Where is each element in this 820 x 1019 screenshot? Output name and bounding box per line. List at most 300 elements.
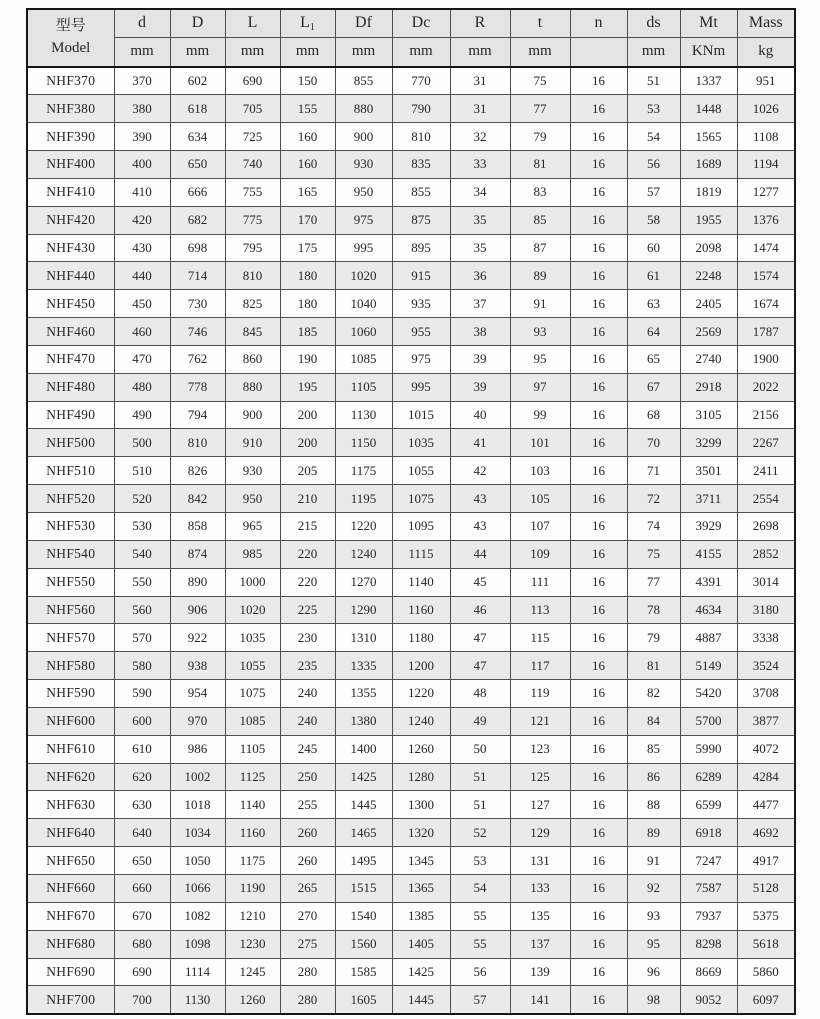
value-cell: 5618	[737, 930, 795, 958]
value-cell: 1560	[335, 930, 392, 958]
value-cell: 1335	[335, 652, 392, 680]
value-cell: 16	[570, 763, 627, 791]
value-cell: 3299	[680, 429, 737, 457]
value-cell: 3524	[737, 652, 795, 680]
value-cell: 97	[510, 373, 570, 401]
value-cell: 955	[392, 318, 450, 346]
value-cell: 131	[510, 847, 570, 875]
unit-cell-dc: mm	[392, 37, 450, 67]
table-row-nhf450	[27, 290, 795, 318]
value-cell: 930	[225, 457, 280, 485]
model-cell: NHF420	[27, 206, 114, 234]
value-cell: 16	[570, 318, 627, 346]
value-cell: 37	[450, 290, 510, 318]
value-cell: 714	[170, 262, 225, 290]
model-cell: NHF560	[27, 596, 114, 624]
value-cell: 1240	[335, 540, 392, 568]
value-cell: 1130	[335, 401, 392, 429]
value-cell: 1026	[737, 95, 795, 123]
value-cell: 510	[114, 457, 170, 485]
value-cell: 16	[570, 513, 627, 541]
value-cell: 1300	[392, 791, 450, 819]
value-cell: 139	[510, 958, 570, 986]
value-cell: 1955	[680, 206, 737, 234]
table-row-nhf440	[27, 262, 795, 290]
table-row-nhf490	[27, 401, 795, 429]
value-cell: 400	[114, 151, 170, 179]
value-cell: 1190	[225, 874, 280, 902]
value-cell: 1385	[392, 902, 450, 930]
value-cell: 16	[570, 401, 627, 429]
value-cell: 1474	[737, 234, 795, 262]
value-cell: 705	[225, 95, 280, 123]
value-cell: 70	[627, 429, 680, 457]
value-cell: 580	[114, 652, 170, 680]
value-cell: 1376	[737, 206, 795, 234]
value-cell: 2740	[680, 345, 737, 373]
value-cell: 16	[570, 178, 627, 206]
value-cell: 1130	[170, 986, 225, 1014]
value-cell: 950	[225, 485, 280, 513]
value-cell: 89	[627, 819, 680, 847]
value-cell: 1082	[170, 902, 225, 930]
table-row-nhf620	[27, 763, 795, 791]
value-cell: 5860	[737, 958, 795, 986]
value-cell: 117	[510, 652, 570, 680]
value-cell: 794	[170, 401, 225, 429]
value-cell: 16	[570, 680, 627, 708]
value-cell: 1565	[680, 123, 737, 151]
value-cell: 690	[114, 958, 170, 986]
value-cell: 85	[510, 206, 570, 234]
value-cell: 16	[570, 123, 627, 151]
model-cell: NHF450	[27, 290, 114, 318]
value-cell: 858	[170, 513, 225, 541]
column-header-t	[510, 9, 570, 37]
value-cell: 725	[225, 123, 280, 151]
column-label: L	[247, 14, 258, 32]
table-row-nhf700	[27, 986, 795, 1014]
model-cell: NHF460	[27, 318, 114, 346]
value-cell: 1495	[335, 847, 392, 875]
value-cell: 47	[450, 624, 510, 652]
value-cell: 54	[450, 874, 510, 902]
value-cell: 7587	[680, 874, 737, 902]
table-row-nhf420	[27, 206, 795, 234]
value-cell: 74	[627, 513, 680, 541]
value-cell: 109	[510, 540, 570, 568]
value-cell: 1445	[392, 986, 450, 1014]
table-row-nhf400	[27, 151, 795, 179]
value-cell: 855	[335, 67, 392, 95]
table-row-nhf470	[27, 345, 795, 373]
value-cell: 1230	[225, 930, 280, 958]
value-cell: 965	[225, 513, 280, 541]
model-cell: NHF660	[27, 874, 114, 902]
value-cell: 16	[570, 429, 627, 457]
value-cell: 170	[280, 206, 335, 234]
value-cell: 1787	[737, 318, 795, 346]
value-cell: 16	[570, 819, 627, 847]
value-cell: 79	[510, 123, 570, 151]
value-cell: 56	[627, 151, 680, 179]
column-label: Mt	[699, 14, 718, 32]
value-cell: 75	[627, 540, 680, 568]
model-cell: NHF370	[27, 67, 114, 95]
model-cell: NHF430	[27, 234, 114, 262]
value-cell: 54	[627, 123, 680, 151]
value-cell: 16	[570, 485, 627, 513]
value-cell: 900	[335, 123, 392, 151]
model-header-en: Model	[51, 40, 91, 56]
value-cell: 875	[392, 206, 450, 234]
value-cell: 5149	[680, 652, 737, 680]
value-cell: 950	[335, 178, 392, 206]
value-cell: 53	[450, 847, 510, 875]
value-cell: 121	[510, 707, 570, 735]
value-cell: 835	[392, 151, 450, 179]
table-row-nhf510	[27, 457, 795, 485]
value-cell: 34	[450, 178, 510, 206]
value-cell: 590	[114, 680, 170, 708]
unit-cell-df: mm	[335, 37, 392, 67]
value-cell: 860	[225, 345, 280, 373]
table-row-nhf660	[27, 874, 795, 902]
value-cell: 1108	[737, 123, 795, 151]
value-cell: 618	[170, 95, 225, 123]
value-cell: 67	[627, 373, 680, 401]
table-row-nhf390	[27, 123, 795, 151]
value-cell: 778	[170, 373, 225, 401]
value-cell: 7937	[680, 902, 737, 930]
value-cell: 115	[510, 624, 570, 652]
value-cell: 48	[450, 680, 510, 708]
table-row-nhf590	[27, 680, 795, 708]
value-cell: 72	[627, 485, 680, 513]
value-cell: 38	[450, 318, 510, 346]
value-cell: 16	[570, 930, 627, 958]
column-label: D	[191, 14, 204, 32]
model-cell: NHF700	[27, 986, 114, 1014]
value-cell: 240	[280, 680, 335, 708]
value-cell: 1210	[225, 902, 280, 930]
value-cell: 700	[114, 986, 170, 1014]
value-cell: 42	[450, 457, 510, 485]
value-cell: 935	[392, 290, 450, 318]
value-cell: 810	[225, 262, 280, 290]
value-cell: 57	[627, 178, 680, 206]
value-cell: 1465	[335, 819, 392, 847]
column-header-d	[114, 9, 170, 37]
model-cell: NHF530	[27, 513, 114, 541]
value-cell: 1260	[225, 986, 280, 1014]
table-row-nhf600	[27, 707, 795, 735]
value-cell: 4155	[680, 540, 737, 568]
value-cell: 1290	[335, 596, 392, 624]
value-cell: 420	[114, 206, 170, 234]
value-cell: 240	[280, 707, 335, 735]
value-cell: 1060	[335, 318, 392, 346]
value-cell: 1345	[392, 847, 450, 875]
value-cell: 3711	[680, 485, 737, 513]
value-cell: 52	[450, 819, 510, 847]
value-cell: 460	[114, 318, 170, 346]
value-cell: 107	[510, 513, 570, 541]
value-cell: 155	[280, 95, 335, 123]
value-cell: 1040	[335, 290, 392, 318]
value-cell: 450	[114, 290, 170, 318]
value-cell: 95	[510, 345, 570, 373]
value-cell: 915	[392, 262, 450, 290]
value-cell: 61	[627, 262, 680, 290]
value-cell: 35	[450, 234, 510, 262]
value-cell: 2267	[737, 429, 795, 457]
value-cell: 634	[170, 123, 225, 151]
value-cell: 1114	[170, 958, 225, 986]
value-cell: 113	[510, 596, 570, 624]
value-cell: 770	[392, 67, 450, 95]
value-cell: 1220	[335, 513, 392, 541]
value-cell: 92	[627, 874, 680, 902]
value-cell: 280	[280, 958, 335, 986]
value-cell: 141	[510, 986, 570, 1014]
value-cell: 1085	[225, 707, 280, 735]
value-cell: 3501	[680, 457, 737, 485]
column-label: L	[300, 14, 310, 32]
value-cell: 1819	[680, 178, 737, 206]
model-cell: NHF690	[27, 958, 114, 986]
value-cell: 215	[280, 513, 335, 541]
value-cell: 430	[114, 234, 170, 262]
table-row-nhf640	[27, 819, 795, 847]
value-cell: 1150	[335, 429, 392, 457]
value-cell: 40	[450, 401, 510, 429]
value-cell: 845	[225, 318, 280, 346]
value-cell: 16	[570, 457, 627, 485]
value-cell: 1310	[335, 624, 392, 652]
value-cell: 75	[510, 67, 570, 95]
value-cell: 16	[570, 262, 627, 290]
value-cell: 1574	[737, 262, 795, 290]
value-cell: 2698	[737, 513, 795, 541]
value-cell: 101	[510, 429, 570, 457]
header-units-row	[27, 37, 795, 67]
value-cell: 790	[392, 95, 450, 123]
value-cell: 810	[170, 429, 225, 457]
table-row-nhf370	[27, 67, 795, 95]
value-cell: 6918	[680, 819, 737, 847]
model-cell: NHF570	[27, 624, 114, 652]
value-cell: 730	[170, 290, 225, 318]
value-cell: 16	[570, 345, 627, 373]
value-cell: 1015	[392, 401, 450, 429]
model-cell: NHF490	[27, 401, 114, 429]
value-cell: 4887	[680, 624, 737, 652]
column-label: R	[474, 14, 486, 32]
value-cell: 1034	[170, 819, 225, 847]
value-cell: 46	[450, 596, 510, 624]
value-cell: 84	[627, 707, 680, 735]
value-cell: 1240	[392, 707, 450, 735]
unit-cell-d: mm	[114, 37, 170, 67]
value-cell: 230	[280, 624, 335, 652]
value-cell: 1018	[170, 791, 225, 819]
value-cell: 245	[280, 735, 335, 763]
column-label-subscript: 1	[309, 22, 315, 34]
model-cell: NHF590	[27, 680, 114, 708]
value-cell: 111	[510, 568, 570, 596]
value-cell: 2248	[680, 262, 737, 290]
value-cell: 1445	[335, 791, 392, 819]
model-cell: NHF670	[27, 902, 114, 930]
value-cell: 16	[570, 958, 627, 986]
value-cell: 8669	[680, 958, 737, 986]
value-cell: 1540	[335, 902, 392, 930]
value-cell: 1355	[335, 680, 392, 708]
value-cell: 1280	[392, 763, 450, 791]
value-cell: 127	[510, 791, 570, 819]
value-cell: 1400	[335, 735, 392, 763]
value-cell: 1194	[737, 151, 795, 179]
value-cell: 150	[280, 67, 335, 95]
value-cell: 1320	[392, 819, 450, 847]
value-cell: 390	[114, 123, 170, 151]
value-cell: 71	[627, 457, 680, 485]
value-cell: 4391	[680, 568, 737, 596]
value-cell: 33	[450, 151, 510, 179]
value-cell: 43	[450, 485, 510, 513]
value-cell: 698	[170, 234, 225, 262]
table-row-nhf480	[27, 373, 795, 401]
value-cell: 64	[627, 318, 680, 346]
value-cell: 826	[170, 457, 225, 485]
value-cell: 1035	[392, 429, 450, 457]
table-row-nhf690	[27, 958, 795, 986]
spec-table	[26, 8, 796, 1015]
value-cell: 995	[335, 234, 392, 262]
value-cell: 81	[627, 652, 680, 680]
value-cell: 16	[570, 596, 627, 624]
value-cell: 195	[280, 373, 335, 401]
value-cell: 7247	[680, 847, 737, 875]
value-cell: 746	[170, 318, 225, 346]
value-cell: 740	[225, 151, 280, 179]
value-cell: 1075	[225, 680, 280, 708]
value-cell: 96	[627, 958, 680, 986]
value-cell: 4634	[680, 596, 737, 624]
value-cell: 79	[627, 624, 680, 652]
value-cell: 31	[450, 67, 510, 95]
column-label: ds	[646, 14, 661, 32]
model-cell: NHF600	[27, 707, 114, 735]
value-cell: 16	[570, 902, 627, 930]
table-row-nhf430	[27, 234, 795, 262]
value-cell: 938	[170, 652, 225, 680]
value-cell: 1175	[335, 457, 392, 485]
value-cell: 86	[627, 763, 680, 791]
value-cell: 225	[280, 596, 335, 624]
column-header-n	[570, 9, 627, 37]
model-cell: NHF630	[27, 791, 114, 819]
value-cell: 16	[570, 874, 627, 902]
value-cell: 32	[450, 123, 510, 151]
value-cell: 1200	[392, 652, 450, 680]
value-cell: 3877	[737, 707, 795, 735]
value-cell: 1000	[225, 568, 280, 596]
value-cell: 2156	[737, 401, 795, 429]
table-row-nhf520	[27, 485, 795, 513]
table-row-nhf630	[27, 791, 795, 819]
value-cell: 1220	[392, 680, 450, 708]
value-cell: 83	[510, 178, 570, 206]
value-cell: 16	[570, 986, 627, 1014]
value-cell: 810	[392, 123, 450, 151]
value-cell: 1020	[225, 596, 280, 624]
column-label: d	[138, 14, 146, 32]
model-cell: NHF380	[27, 95, 114, 123]
value-cell: 39	[450, 345, 510, 373]
value-cell: 160	[280, 151, 335, 179]
column-header-l1	[280, 9, 335, 37]
value-cell: 951	[737, 67, 795, 95]
value-cell: 57	[450, 986, 510, 1014]
table-row-nhf680	[27, 930, 795, 958]
value-cell: 3105	[680, 401, 737, 429]
table-row-nhf530	[27, 513, 795, 541]
model-cell: NHF580	[27, 652, 114, 680]
value-cell: 175	[280, 234, 335, 262]
unit-cell-t: mm	[510, 37, 570, 67]
value-cell: 602	[170, 67, 225, 95]
value-cell: 220	[280, 540, 335, 568]
value-cell: 2405	[680, 290, 737, 318]
value-cell: 95	[627, 930, 680, 958]
value-cell: 986	[170, 735, 225, 763]
value-cell: 995	[392, 373, 450, 401]
value-cell: 1674	[737, 290, 795, 318]
table-row-nhf500	[27, 429, 795, 457]
value-cell: 45	[450, 568, 510, 596]
column-label: n	[594, 14, 603, 32]
value-cell: 380	[114, 95, 170, 123]
value-cell: 2918	[680, 373, 737, 401]
column-header-mt	[680, 9, 737, 37]
value-cell: 2411	[737, 457, 795, 485]
table-row-nhf580	[27, 652, 795, 680]
value-cell: 4692	[737, 819, 795, 847]
value-cell: 1002	[170, 763, 225, 791]
value-cell: 1195	[335, 485, 392, 513]
value-cell: 3180	[737, 596, 795, 624]
value-cell: 560	[114, 596, 170, 624]
value-cell: 190	[280, 345, 335, 373]
column-label: t	[537, 14, 543, 32]
value-cell: 129	[510, 819, 570, 847]
value-cell: 1337	[680, 67, 737, 95]
value-cell: 3929	[680, 513, 737, 541]
table-row-nhf610	[27, 735, 795, 763]
value-cell: 4072	[737, 735, 795, 763]
value-cell: 1380	[335, 707, 392, 735]
value-cell: 39	[450, 373, 510, 401]
unit-cell-mass: kg	[737, 37, 795, 67]
value-cell: 5420	[680, 680, 737, 708]
value-cell: 51	[450, 791, 510, 819]
value-cell: 855	[392, 178, 450, 206]
column-header-d	[170, 9, 225, 37]
value-cell: 5375	[737, 902, 795, 930]
value-cell: 260	[280, 847, 335, 875]
